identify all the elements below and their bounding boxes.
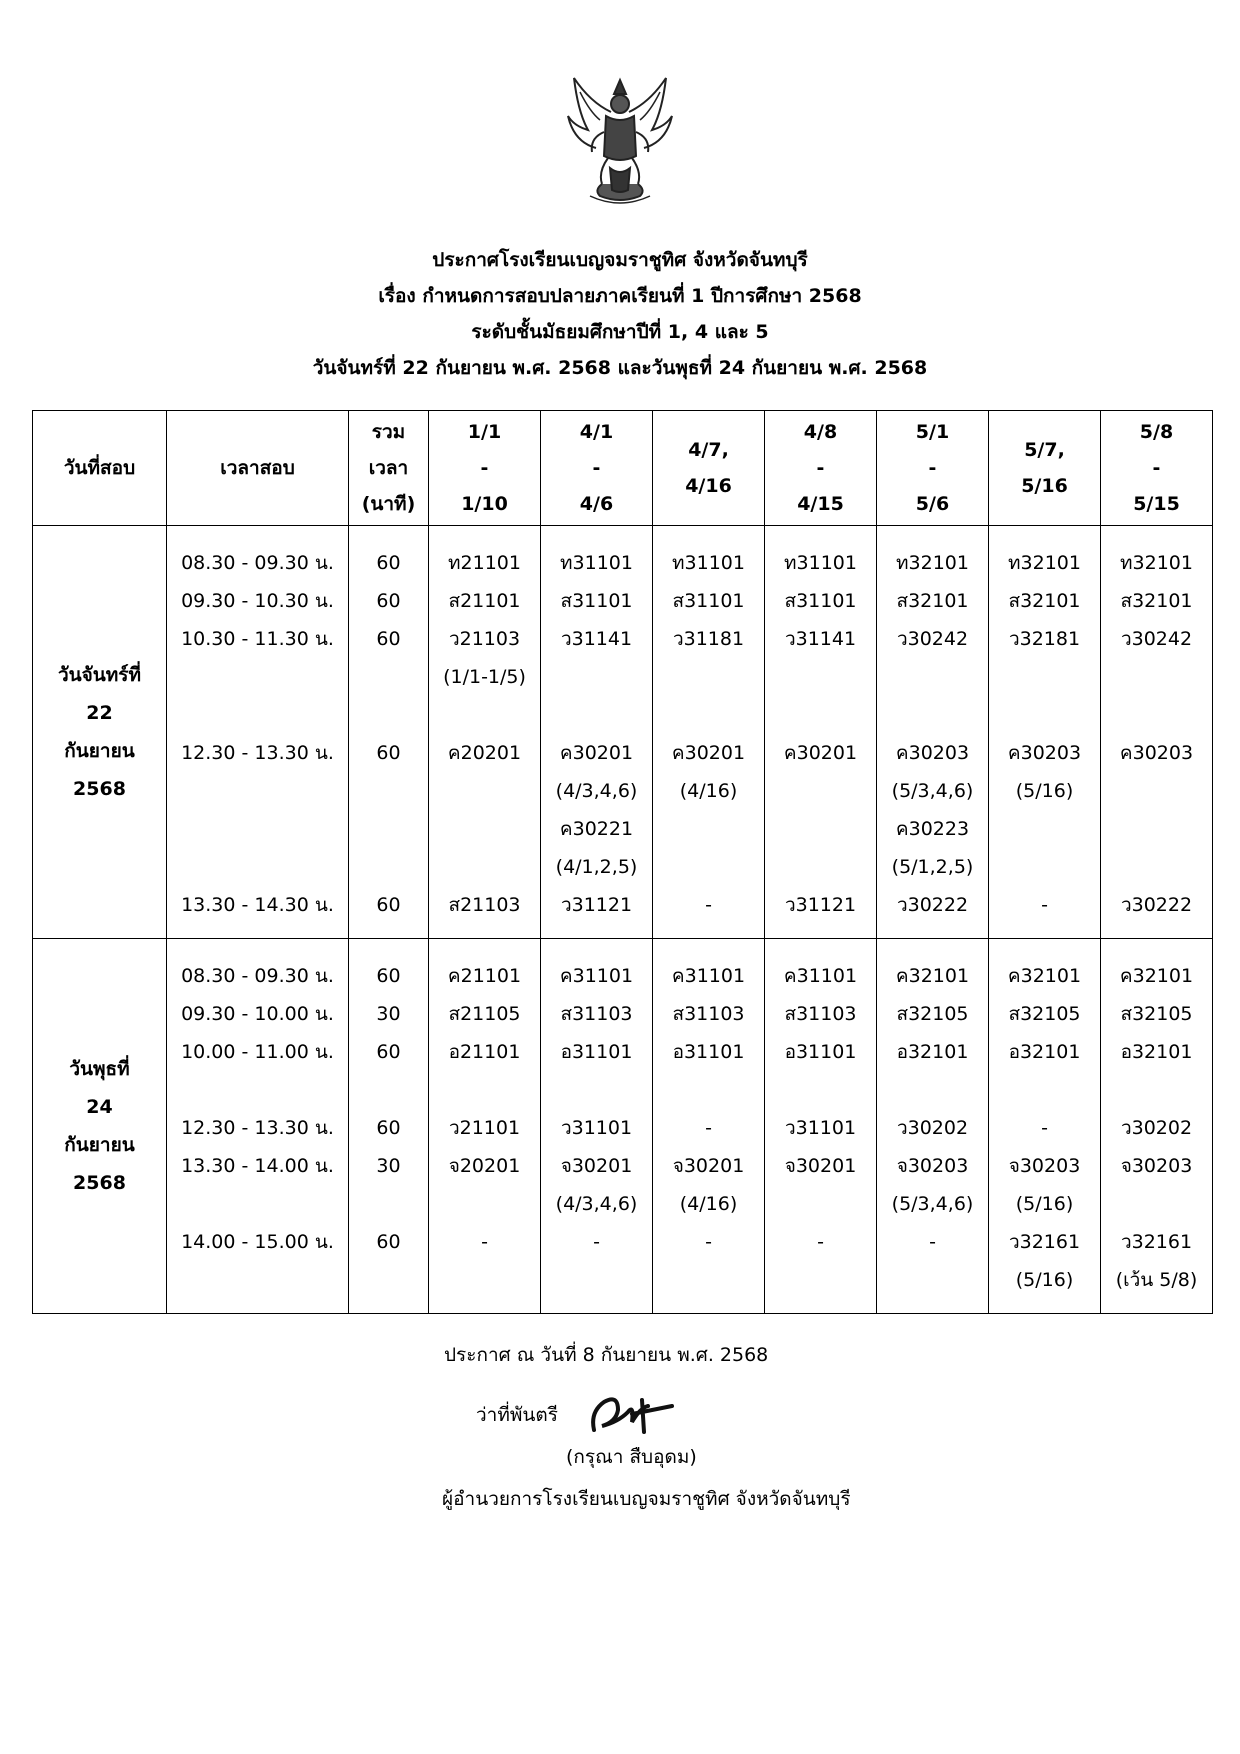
subject-cell-line: ว32161 [1120, 1231, 1193, 1253]
header-group-line: 4/16 [685, 475, 732, 497]
subject-cell-line: - [593, 1231, 600, 1253]
subject-cell-line [1101, 810, 1212, 848]
subject-cell-line: ว30242 [1120, 628, 1193, 650]
header-group-line: 1/1 [467, 421, 502, 443]
header-group-line: - [1152, 457, 1161, 479]
subject-cell-line: (4/16) [679, 1193, 738, 1215]
subject-cell-line: ว32161 [1008, 1231, 1081, 1253]
subject-cell-line: (5/16) [1015, 780, 1074, 802]
subject-cell-line [989, 810, 1100, 848]
subject-cell-line: ว31101 [784, 1117, 857, 1139]
subject-cell [765, 526, 877, 939]
header-group-line: 5/8 [1139, 421, 1174, 443]
subject-cell-line: ค30203 [895, 742, 970, 764]
subject-cell-line: (1/1-1/5) [443, 666, 526, 688]
subject-cell-line [765, 810, 876, 848]
subject-cell-line [765, 1071, 876, 1109]
header-group-line: 4/1 [579, 421, 614, 443]
day-label-line: 24 [86, 1096, 113, 1118]
signature-image [588, 1392, 678, 1438]
duration-cell-line: 60 [376, 965, 401, 987]
subject-cell [765, 939, 877, 1314]
time-cell-line: 12.30 - 13.30 น. [181, 1117, 334, 1139]
subject-cell-line: ส32105 [1008, 1003, 1081, 1025]
subject-cell-line: ค21101 [447, 965, 522, 987]
header-group-6 [989, 411, 1101, 526]
header-day: วันที่สอบ [33, 411, 167, 526]
subject-cell-line: อ31101 [560, 1041, 633, 1063]
subject-cell-line [541, 1071, 652, 1109]
day-cell [33, 526, 167, 939]
duration-cell-line: 60 [376, 742, 401, 764]
subject-cell-line [765, 1261, 876, 1299]
day-label-line: 2568 [73, 1172, 126, 1194]
time-cell [167, 526, 349, 939]
duration-cell-line [349, 772, 428, 810]
subject-cell [989, 939, 1101, 1314]
subject-cell-line: จ30203 [1008, 1155, 1081, 1177]
subject-cell-line [653, 1261, 764, 1299]
header-duration [349, 411, 429, 526]
subject-cell-line: ว30222 [1120, 894, 1193, 916]
signer-position: ผู้อำนวยการโรงเรียนเบญจมราชูทิศ จังหวัดจันทบุรี [442, 1488, 851, 1510]
duration-cell [349, 939, 429, 1314]
time-cell-line: 13.30 - 14.00 น. [181, 1155, 334, 1177]
duration-cell-line [349, 658, 428, 696]
day-label-line: 2568 [73, 778, 126, 800]
subject-cell-line: - [929, 1231, 936, 1253]
duration-cell-line: 60 [376, 1231, 401, 1253]
subject-cell-line: ค30221 [559, 818, 634, 840]
subject-cell-line [429, 1185, 540, 1223]
table-header-row [33, 411, 1213, 526]
subject-cell-line [653, 810, 764, 848]
subject-cell [1101, 526, 1213, 939]
time-cell-line [167, 810, 348, 848]
subject-cell-line: จ30203 [896, 1155, 969, 1177]
header-duration-line: เวลา [368, 457, 409, 479]
subject-cell-line: ค20201 [447, 742, 522, 764]
subject-cell-line: ส31101 [672, 590, 745, 612]
subject-cell-line: - [481, 1231, 488, 1253]
subject-cell-line: จ30201 [784, 1155, 857, 1177]
subject-cell-line: ส32101 [1120, 590, 1193, 612]
table-row [33, 939, 1213, 1314]
subject-cell-line: อ31101 [672, 1041, 745, 1063]
subject-cell-line: ท31101 [560, 552, 633, 574]
subject-cell-line [765, 696, 876, 734]
day-label-line: กันยายน [64, 740, 135, 762]
header-group-line: 5/1 [915, 421, 950, 443]
header-group-line: 5/7, [1024, 439, 1065, 461]
time-cell-line [167, 772, 348, 810]
subject-cell-line [1101, 772, 1212, 810]
subject-cell-line: ท31101 [672, 552, 745, 574]
duration-cell-line: 60 [376, 1117, 401, 1139]
time-cell-line: 14.00 - 15.00 น. [181, 1231, 334, 1253]
subject-cell-line: (4/16) [679, 780, 738, 802]
header-duration-line: (นาที) [361, 493, 416, 515]
subject-cell-line: ท21101 [448, 552, 521, 574]
subject-cell-line [877, 1071, 988, 1109]
duration-cell-line: 60 [376, 894, 401, 916]
subject-cell-line [1101, 1071, 1212, 1109]
subject-cell-line [653, 848, 764, 886]
time-cell-line: 12.30 - 13.30 น. [181, 742, 334, 764]
subject-cell-line: ค31101 [783, 965, 858, 987]
subject-cell-line: ส31101 [560, 590, 633, 612]
subject-cell-line [429, 1071, 540, 1109]
subject-cell-line: ค30223 [895, 818, 970, 840]
subject-cell-line [1101, 696, 1212, 734]
subject-cell-line: ว31141 [784, 628, 857, 650]
subject-cell-line: (4/1,2,5) [555, 856, 638, 878]
day-label-line: กันยายน [64, 1134, 135, 1156]
subject-cell-line: ว31141 [560, 628, 633, 650]
duration-cell [349, 526, 429, 939]
subject-cell-line: - [705, 894, 712, 916]
subject-cell-line: (4/3,4,6) [555, 1193, 638, 1215]
subject-cell-line [429, 1261, 540, 1299]
time-cell-line [167, 658, 348, 696]
subject-cell-line: ว30202 [896, 1117, 969, 1139]
time-cell-line [167, 696, 348, 734]
subject-cell [429, 939, 541, 1314]
subject-cell-line: ค32101 [1119, 965, 1194, 987]
duration-cell-line [349, 1071, 428, 1109]
duration-cell-line: 30 [376, 1155, 401, 1177]
time-cell-line: 10.30 - 11.30 น. [181, 628, 334, 650]
header-group-line: - [592, 457, 601, 479]
header-line-2: เรื่อง กำหนดการสอบปลายภาคเรียนที่ 1 ปีการศึกษา 2568 [378, 285, 862, 307]
subject-cell-line: ว32181 [1008, 628, 1081, 650]
subject-cell-line [429, 772, 540, 810]
subject-cell-line: ค30201 [783, 742, 858, 764]
header-group-5 [877, 411, 989, 526]
time-cell-line: 10.00 - 11.00 น. [181, 1041, 334, 1063]
exam-schedule-table [32, 410, 1213, 1314]
subject-cell-line: อ32101 [1008, 1041, 1081, 1063]
duration-cell-line: 60 [376, 590, 401, 612]
announce-date: ประกาศ ณ วันที่ 8 กันยายน พ.ศ. 2568 [444, 1344, 769, 1366]
subject-cell-line [541, 1261, 652, 1299]
subject-cell-line: ส31101 [784, 590, 857, 612]
header-group-line: 4/15 [797, 493, 844, 515]
subject-cell [541, 939, 653, 1314]
subject-cell-line: ท32101 [1120, 552, 1193, 574]
duration-cell-line [349, 696, 428, 734]
subject-cell-line: ค30201 [671, 742, 746, 764]
day-label-line: วันพุธที่ [69, 1058, 130, 1080]
time-cell-line [167, 1261, 348, 1299]
subject-cell-line: ท31101 [784, 552, 857, 574]
subject-cell-line: อ32101 [1120, 1041, 1193, 1063]
duration-cell-line [349, 848, 428, 886]
subject-cell-line: (5/16) [1015, 1193, 1074, 1215]
header-line-1: ประกาศโรงเรียนเบญจมราชูทิศ จังหวัดจันทบุรี [432, 249, 808, 271]
duration-cell-line [349, 1261, 428, 1299]
subject-cell-line: - [1041, 1117, 1048, 1139]
subject-cell-line: ว30222 [896, 894, 969, 916]
time-cell [167, 939, 349, 1314]
subject-cell-line: อ31101 [784, 1041, 857, 1063]
header-group-line: 1/10 [461, 493, 508, 515]
header-group-line: 5/15 [1133, 493, 1180, 515]
subject-cell-line: ว31181 [672, 628, 745, 650]
subject-cell-line: ส31103 [784, 1003, 857, 1025]
subject-cell-line [765, 658, 876, 696]
header-group-line: 4/6 [579, 493, 614, 515]
time-cell-line: 13.30 - 14.30 น. [181, 894, 334, 916]
subject-cell-line [653, 658, 764, 696]
subject-cell-line [765, 1185, 876, 1223]
subject-cell-line: ท32101 [896, 552, 969, 574]
table-row [33, 526, 1213, 939]
subject-cell-line: อ32101 [896, 1041, 969, 1063]
header-group-1 [429, 411, 541, 526]
duration-cell-line: 30 [376, 1003, 401, 1025]
header-group-3 [653, 411, 765, 526]
subject-cell-line: ว31101 [560, 1117, 633, 1139]
subject-cell-line [541, 696, 652, 734]
subject-cell-line: ค31101 [559, 965, 634, 987]
header-duration-line: รวม [371, 421, 406, 443]
subject-cell-line: ว21101 [448, 1117, 521, 1139]
subject-cell-line: ส21105 [448, 1003, 521, 1025]
subject-cell-line: ส32105 [896, 1003, 969, 1025]
header-group-2 [541, 411, 653, 526]
subject-cell-line: ค30203 [1119, 742, 1194, 764]
day-cell [33, 939, 167, 1314]
subject-cell-line [989, 658, 1100, 696]
subject-cell-line: (5/3,4,6) [891, 1193, 974, 1215]
header-group-line: 4/7, [688, 439, 729, 461]
subject-cell-line: (เว้น 5/8) [1115, 1269, 1198, 1291]
duration-cell-line [349, 810, 428, 848]
subject-cell [429, 526, 541, 939]
subject-cell-line: จ30201 [560, 1155, 633, 1177]
subject-cell-line: (5/16) [1015, 1269, 1074, 1291]
subject-cell-line: ค32101 [1007, 965, 1082, 987]
time-cell-line [167, 848, 348, 886]
header-group-line: - [928, 457, 937, 479]
subject-cell-line: - [817, 1231, 824, 1253]
subject-cell [653, 526, 765, 939]
subject-cell-line: ส21101 [448, 590, 521, 612]
subject-cell [877, 939, 989, 1314]
subject-cell-line: ว30242 [896, 628, 969, 650]
header-group-line: 4/8 [803, 421, 838, 443]
time-cell-line [167, 1185, 348, 1223]
subject-cell-line [989, 696, 1100, 734]
subject-cell [989, 526, 1101, 939]
time-cell-line: 08.30 - 09.30 น. [181, 552, 334, 574]
day-label-line: 22 [86, 702, 113, 724]
time-cell-line [167, 1071, 348, 1109]
subject-cell-line [765, 772, 876, 810]
subject-cell-line: (4/3,4,6) [555, 780, 638, 802]
subject-cell-line: ส31103 [672, 1003, 745, 1025]
header-line-3: ระดับชั้นมัธยมศึกษาปีที่ 1, 4 และ 5 [471, 321, 769, 343]
subject-cell-line [989, 1071, 1100, 1109]
header-line-4: วันจันทร์ที่ 22 กันยายน พ.ศ. 2568 และวันพุธที่ 24 กันยายน พ.ศ. 2568 [312, 357, 928, 379]
subject-cell-line [429, 848, 540, 886]
duration-cell-line: 60 [376, 552, 401, 574]
subject-cell-line [765, 848, 876, 886]
signer-rank: ว่าที่พันตรี [476, 1404, 558, 1426]
subject-cell-line: ท32101 [1008, 552, 1081, 574]
subject-cell-line: ค30203 [1007, 742, 1082, 764]
time-cell-line: 09.30 - 10.30 น. [181, 590, 334, 612]
subject-cell-line: (5/1,2,5) [891, 856, 974, 878]
time-cell-line: 08.30 - 09.30 น. [181, 965, 334, 987]
document-header [0, 242, 1240, 386]
subject-cell-line [877, 1261, 988, 1299]
duration-cell-line: 60 [376, 628, 401, 650]
subject-cell-line: จ30203 [1120, 1155, 1193, 1177]
duration-cell-line: 60 [376, 1041, 401, 1063]
subject-cell-line [653, 1071, 764, 1109]
subject-cell-line: ว21103 [448, 628, 521, 650]
subject-cell-line [877, 658, 988, 696]
header-group-7 [1101, 411, 1213, 526]
subject-cell-line [877, 696, 988, 734]
subject-cell-line: ส21103 [448, 894, 521, 916]
header-time: เวลาสอบ [167, 411, 349, 526]
subject-cell-line: จ20201 [448, 1155, 521, 1177]
subject-cell-line: ว30202 [1120, 1117, 1193, 1139]
time-cell-line: 09.30 - 10.00 น. [181, 1003, 334, 1025]
header-group-line: - [480, 457, 489, 479]
subject-cell [653, 939, 765, 1314]
subject-cell-line [989, 848, 1100, 886]
subject-cell-line [429, 696, 540, 734]
subject-cell-line: ส31103 [560, 1003, 633, 1025]
subject-cell-line: - [705, 1231, 712, 1253]
subject-cell-line: - [705, 1117, 712, 1139]
header-group-line: 5/16 [1021, 475, 1068, 497]
subject-cell-line: จ30201 [672, 1155, 745, 1177]
subject-cell [541, 526, 653, 939]
subject-cell-line: ส32101 [1008, 590, 1081, 612]
subject-cell-line [653, 696, 764, 734]
subject-cell-line: ค32101 [895, 965, 970, 987]
header-group-line: - [816, 457, 825, 479]
duration-cell-line [349, 1185, 428, 1223]
subject-cell-line: ส32105 [1120, 1003, 1193, 1025]
subject-cell-line [429, 810, 540, 848]
garuda-emblem-icon [560, 72, 680, 212]
header-group-4 [765, 411, 877, 526]
subject-cell-line: ว31121 [560, 894, 633, 916]
subject-cell-line: (5/3,4,6) [891, 780, 974, 802]
subject-cell-line [541, 658, 652, 696]
subject-cell-line: ส32101 [896, 590, 969, 612]
subject-cell-line: ว31121 [784, 894, 857, 916]
subject-cell [877, 526, 989, 939]
subject-cell-line: ค30201 [559, 742, 634, 764]
subject-cell-line [1101, 1185, 1212, 1223]
subject-cell-line: - [1041, 894, 1048, 916]
subject-cell [1101, 939, 1213, 1314]
signer-name: (กรุณา สืบอุดม) [566, 1446, 697, 1468]
subject-cell-line: อ21101 [448, 1041, 521, 1063]
day-label-line: วันจันทร์ที่ [57, 664, 142, 686]
subject-cell-line: ค31101 [671, 965, 746, 987]
subject-cell-line [1101, 658, 1212, 696]
header-group-line: 5/6 [915, 493, 950, 515]
subject-cell-line [1101, 848, 1212, 886]
